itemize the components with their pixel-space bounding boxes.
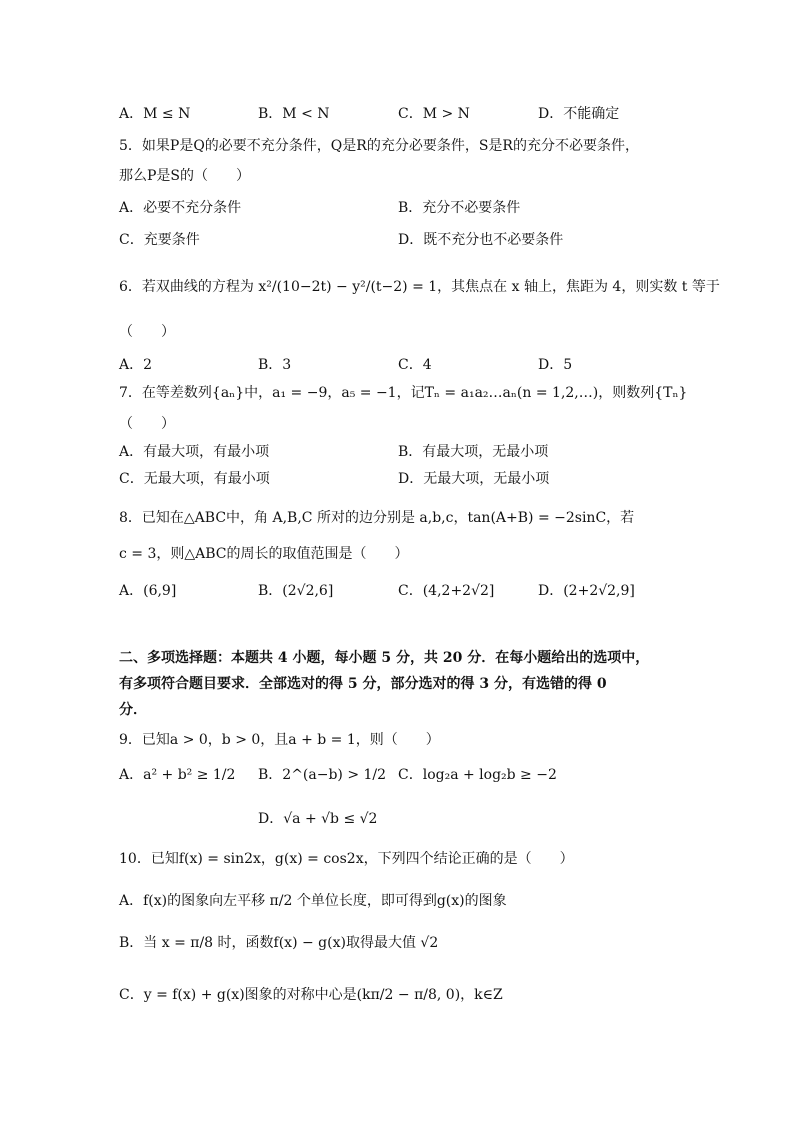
q9-option-b: B．2^(a−b) > 1/2 bbox=[258, 767, 387, 783]
q6-option-d: D．5 bbox=[538, 357, 573, 373]
section2-heading-line3: 分． bbox=[119, 702, 147, 718]
q8-stem-line1: 8．已知在△ABC中，角 A,B,C 所对的边分别是 a,b,c，tan(A+B) = −2sinC，若 bbox=[119, 510, 635, 526]
q7-option-c: C．无最大项，有最小项 bbox=[119, 471, 270, 487]
q6-stem: 6．若双曲线的方程为 x²/(10−2t) − y²/(t−2) = 1，其焦点在 x 轴上，焦距为 4，则实数 t 等于 bbox=[119, 279, 720, 295]
q9-option-d: D．√a + √b ≤ √2 bbox=[258, 811, 378, 827]
q8-stem-line2: c = 3，则△ABC的周长的取值范围是（ ） bbox=[119, 546, 409, 562]
q7-option-d: D．无最大项，无最小项 bbox=[398, 471, 550, 487]
q8-option-c: C．(4,2+2√2] bbox=[398, 583, 495, 599]
q4-option-d: D．不能确定 bbox=[538, 106, 620, 122]
q7-option-b: B．有最大项，无最小项 bbox=[398, 444, 549, 460]
section2-heading-line2: 有多项符合题目要求．全部选对的得 5 分，部分选对的得 3 分，有选错的得 0 bbox=[119, 676, 607, 692]
q5-option-b: B．充分不必要条件 bbox=[398, 200, 521, 216]
q10-option-b: B．当 x = π/8 时，函数f(x) − g(x)取得最大值 √2 bbox=[119, 935, 439, 951]
q7-stem: 7．在等差数列{aₙ}中，a₁ = −9，a₅ = −1，记Tₙ = a₁a₂…aₙ(n = 1,2,…)，则数列{Tₙ} bbox=[119, 385, 688, 401]
q9-option-c: C．log₂a + log₂b ≥ −2 bbox=[398, 767, 557, 783]
q4-option-c: C．M > N bbox=[398, 106, 470, 122]
q9-stem: 9．已知a > 0，b > 0，且a + b = 1，则（ ） bbox=[119, 732, 440, 748]
section2-heading-line1: 二、多项选择题：本题共 4 小题，每小题 5 分，共 20 分．在每小题给出的选项中， bbox=[119, 650, 650, 666]
q5-option-c: C．充要条件 bbox=[119, 232, 200, 248]
q5-option-a: A．必要不充分条件 bbox=[119, 200, 242, 216]
q6-option-a: A．2 bbox=[119, 357, 153, 373]
q8-option-a: A．(6,9] bbox=[119, 583, 177, 599]
q7-option-a: A．有最大项，有最小项 bbox=[119, 444, 270, 460]
q10-stem: 10．已知f(x) = sin2x，g(x) = cos2x，下列四个结论正确的是（ ） bbox=[119, 851, 574, 867]
q10-option-a: A．f(x)的图象向左平移 π/2 个单位长度，即可得到g(x)的图象 bbox=[119, 893, 507, 909]
q6-option-c: C．4 bbox=[398, 357, 432, 373]
q8-option-b: B．(2√2,6] bbox=[258, 583, 334, 599]
q7-paren: （ ） bbox=[119, 416, 175, 432]
q4-option-a: A．M ≤ N bbox=[119, 106, 191, 122]
q5-stem-line1: 5．如果P是Q的必要不充分条件，Q是R的充分必要条件，S是R的充分不必要条件， bbox=[119, 138, 639, 154]
q9-option-a: A．a² + b² ≥ 1/2 bbox=[119, 767, 236, 783]
q4-option-b: B．M < N bbox=[258, 106, 330, 122]
q5-stem-line2: 那么P是S的（ ） bbox=[119, 168, 251, 184]
q5-option-d: D．既不充分也不必要条件 bbox=[398, 232, 564, 248]
q6-option-b: B．3 bbox=[258, 357, 292, 373]
q8-option-d: D．(2+2√2,9] bbox=[538, 583, 635, 599]
q10-option-c: C．y = f(x) + g(x)图象的对称中心是(kπ/2 − π/8, 0)，k∈Z bbox=[119, 987, 503, 1003]
q6-paren: （ ） bbox=[119, 324, 175, 340]
